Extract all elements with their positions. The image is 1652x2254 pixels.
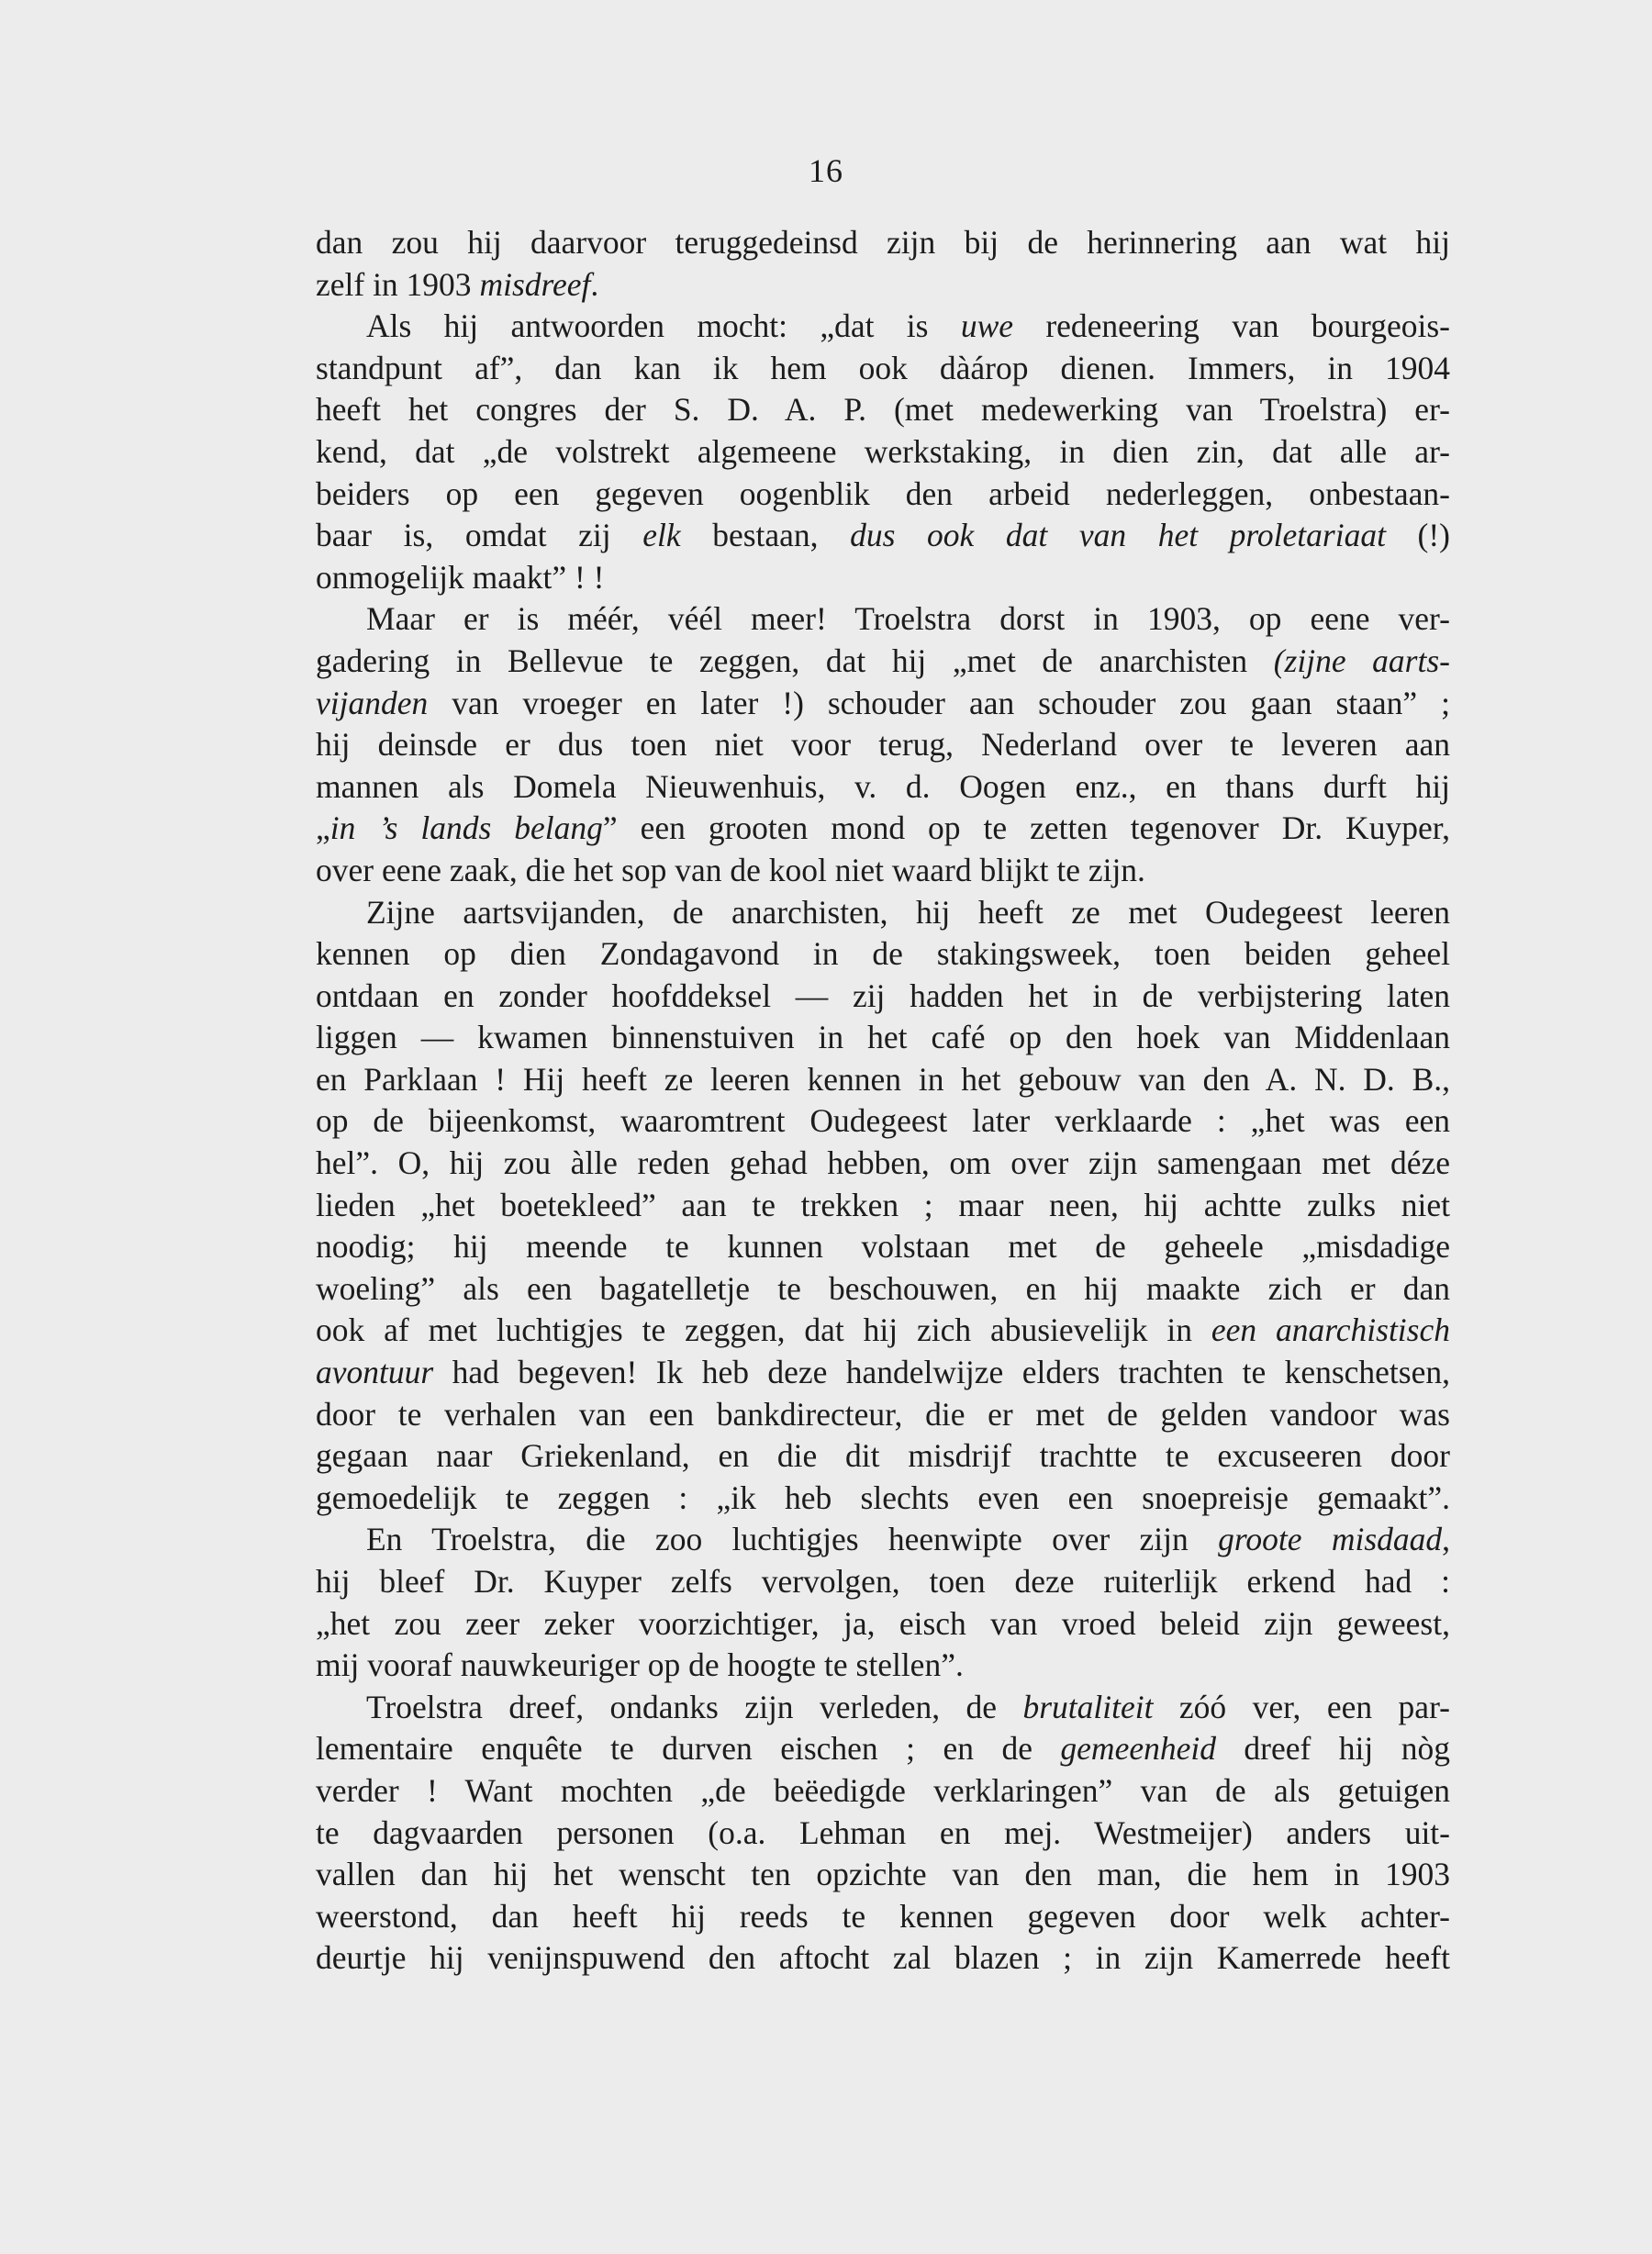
text-segment: vallen dan hij het wenscht ten opzichte van den man, die hem in 1903 xyxy=(316,1856,1450,1893)
text-segment: kennen op dien Zondagavond in de stakingsweek, toen beiden geheel xyxy=(316,935,1450,973)
text-line xyxy=(316,850,1450,892)
text-line xyxy=(316,1100,1450,1143)
text-line xyxy=(316,306,1450,348)
text-segment: beiders op een gegeven oogenblik den arbeid nederleggen, onbestaan- xyxy=(316,474,1450,512)
text-line xyxy=(316,1813,1450,1855)
text-line xyxy=(316,1519,1450,1561)
text-segment: op de bijeenkomst, waaromtrent Oudegeest later verklaarde : „het was een xyxy=(316,1102,1450,1140)
text-segment: te dagvaarden personen (o.a. Lehman en mej. Westmeijer) anders uit- xyxy=(316,1813,1450,1851)
text-line xyxy=(316,808,1450,850)
text-line xyxy=(316,892,1450,934)
italic-text: in ’s lands belang xyxy=(329,809,603,847)
text-line xyxy=(316,389,1450,431)
text-line xyxy=(316,641,1450,683)
text-segment: Als hij antwoorden mocht: „dat is xyxy=(366,307,961,345)
text-line xyxy=(316,222,1450,264)
text-segment: . xyxy=(590,265,599,303)
text-segment: bestaan, xyxy=(680,517,851,554)
text-segment: had begeven! Ik heb deze handelwijze elders trachten te kenschetsen, xyxy=(433,1354,1450,1391)
text-line xyxy=(316,1143,1450,1185)
text-segment: lementaire enquête te durven eischen ; en de xyxy=(316,1730,1061,1768)
page-number: 16 xyxy=(809,152,843,189)
text-segment: hij bleef Dr. Kuyper zelfs vervolgen, toen deze ruiterlijk erkend had : xyxy=(316,1563,1450,1600)
text-segment: zelf in 1903 xyxy=(316,265,480,303)
text-line xyxy=(316,724,1450,766)
text-line xyxy=(316,474,1450,516)
text-line xyxy=(316,264,1450,307)
text-segment: mij vooraf nauwkeuriger op de hoogte te stellen”. xyxy=(316,1646,964,1684)
text-line xyxy=(316,1059,1450,1101)
italic-text: vijanden xyxy=(316,684,429,721)
text-line xyxy=(316,1687,1450,1729)
text-line xyxy=(316,1937,1450,1980)
text-segment: Maar er is méér, véél meer! Troelstra dorst in 1903, op eene ver- xyxy=(366,600,1450,638)
body-text xyxy=(316,222,1450,1980)
text-segment: noodig; hij meende te kunnen volstaan met de geheele „misdadige xyxy=(316,1228,1450,1266)
italic-text: groote misdaad xyxy=(1218,1521,1443,1558)
text-segment: en Parklaan ! Hij heeft ze leeren kennen in het gebouw van den A. N. D. B., xyxy=(316,1060,1450,1098)
text-line xyxy=(316,1645,1450,1687)
text-segment: redeneering van bourgeois- xyxy=(1013,307,1450,345)
text-line xyxy=(316,1226,1450,1268)
text-segment: dreef hij nòg xyxy=(1215,1730,1450,1768)
text-segment: zóó ver, een par- xyxy=(1153,1688,1450,1725)
italic-text: avontuur xyxy=(316,1354,434,1391)
text-line xyxy=(316,1478,1450,1520)
italic-text: elk xyxy=(642,517,681,554)
text-segment: van vroeger en later !) schouder aan schouder zou gaan staan” ; xyxy=(428,684,1450,721)
text-segment: En Troelstra, die zoo luchtigjes heenwipte over zijn xyxy=(366,1521,1219,1558)
text-segment: door te verhalen van een bankdirecteur, die er met de gelden vandoor was xyxy=(316,1395,1450,1433)
text-line xyxy=(316,1310,1450,1352)
text-line xyxy=(316,431,1450,474)
italic-text: (zijne aarts- xyxy=(1273,642,1450,679)
text-segment: Zijne aartsvijanden, de anarchisten, hij heeft ze met Oudegeest leeren xyxy=(366,893,1450,931)
text-segment: lieden „het boetekleed” aan te trekken ; maar neen, hij achtte zulks niet xyxy=(316,1186,1450,1223)
text-segment: heeft het congres der S. D. A. P. (met medewerking van Troelstra) er- xyxy=(316,391,1450,429)
text-line xyxy=(316,1435,1450,1478)
text-segment: ” een grooten mond op te zetten tegenover Dr. Kuyper, xyxy=(602,809,1450,847)
text-segment: over eene zaak, die het sop van de kool niet waard blijkt te zijn. xyxy=(316,851,1145,888)
text-line xyxy=(316,1770,1450,1813)
text-line xyxy=(316,1017,1450,1059)
text-line xyxy=(316,557,1450,599)
italic-text: gemeenheid xyxy=(1060,1730,1216,1768)
text-segment: hel”. O, hij zou àlle reden gehad hebben, om over zijn samengaan met déze xyxy=(316,1144,1450,1182)
text-segment: standpunt af”, dan kan ik hem ook dàárop dienen. Immers, in 1904 xyxy=(316,349,1450,386)
text-segment: weerstond, dan heeft hij reeds te kennen gegeven door welk achter- xyxy=(316,1897,1450,1935)
text-segment: „ xyxy=(316,809,330,847)
text-segment: woeling” als een bagatelletje te beschouwen, en hij maakte zich er dan xyxy=(316,1269,1450,1307)
text-segment: gadering in Bellevue te zeggen, dat hij „met de anarchisten xyxy=(316,642,1274,679)
text-line xyxy=(316,515,1450,557)
italic-text: uwe xyxy=(960,307,1013,345)
text-line xyxy=(316,1268,1450,1311)
italic-text: brutaliteit xyxy=(1022,1688,1154,1725)
text-line xyxy=(316,598,1450,641)
text-segment: Troelstra dreef, ondanks zijn verleden, de xyxy=(366,1688,1023,1725)
text-line xyxy=(316,1896,1450,1938)
text-segment: gegaan naar Griekenland, en die dit misdrijf trachtte te excuseeren door xyxy=(316,1437,1450,1475)
italic-text: dus ook dat van het proletariaat xyxy=(850,517,1386,554)
text-segment: dan zou hij daarvoor teruggedeinsd zijn bij de herinnering aan wat hij xyxy=(316,224,1450,261)
text-segment: gemoedelijk te zeggen : „ik heb slechts even een snoepreisje gemaakt”. xyxy=(316,1478,1450,1516)
text-line xyxy=(316,1352,1450,1394)
text-segment: baar is, omdat zij xyxy=(316,517,643,554)
text-segment: kend, dat „de volstrekt algemeene werkstaking, in dien zin, dat alle ar- xyxy=(316,432,1450,470)
text-line xyxy=(316,1728,1450,1770)
text-line xyxy=(316,1603,1450,1646)
text-segment: mannen als Domela Nieuwenhuis, v. d. Oogen enz., en thans durft hij xyxy=(316,767,1450,805)
text-line xyxy=(316,1185,1450,1227)
text-segment: verder ! Want mochten „de beëedigde verklaringen” van de als getuigen xyxy=(316,1771,1450,1809)
text-line xyxy=(316,1561,1450,1603)
text-line xyxy=(316,976,1450,1018)
text-segment: deurtje hij venijnspuwend den aftocht zal blazen ; in zijn Kamerrede heeft xyxy=(316,1939,1450,1977)
text-line xyxy=(316,933,1450,976)
text-segment: ook af met luchtigjes te zeggen, dat hij zich abusievelijk in xyxy=(316,1311,1211,1349)
text-segment: „het zou zeer zeker voorzichtiger, ja, eisch van vroed beleid zijn geweest, xyxy=(316,1604,1450,1642)
text-line xyxy=(316,1854,1450,1896)
text-segment: (!) xyxy=(1385,517,1450,554)
italic-text: misdreef xyxy=(479,265,591,303)
text-segment: liggen — kwamen binnenstuiven in het café op den hoek van Middenlaan xyxy=(316,1019,1450,1056)
text-line xyxy=(316,348,1450,390)
text-segment: , xyxy=(1442,1521,1450,1558)
italic-text: een anarchistisch xyxy=(1211,1311,1450,1349)
text-line xyxy=(316,766,1450,809)
text-segment: ontdaan en zonder hoofddeksel — zij hadden het in de verbijstering laten xyxy=(316,976,1450,1014)
text-segment: hij deinsde er dus toen niet voor terug, Nederland over te leveren aan xyxy=(316,726,1450,764)
text-line xyxy=(316,1394,1450,1436)
text-line xyxy=(316,683,1450,725)
text-segment: onmogelijk maakt” ! ! xyxy=(316,558,605,596)
